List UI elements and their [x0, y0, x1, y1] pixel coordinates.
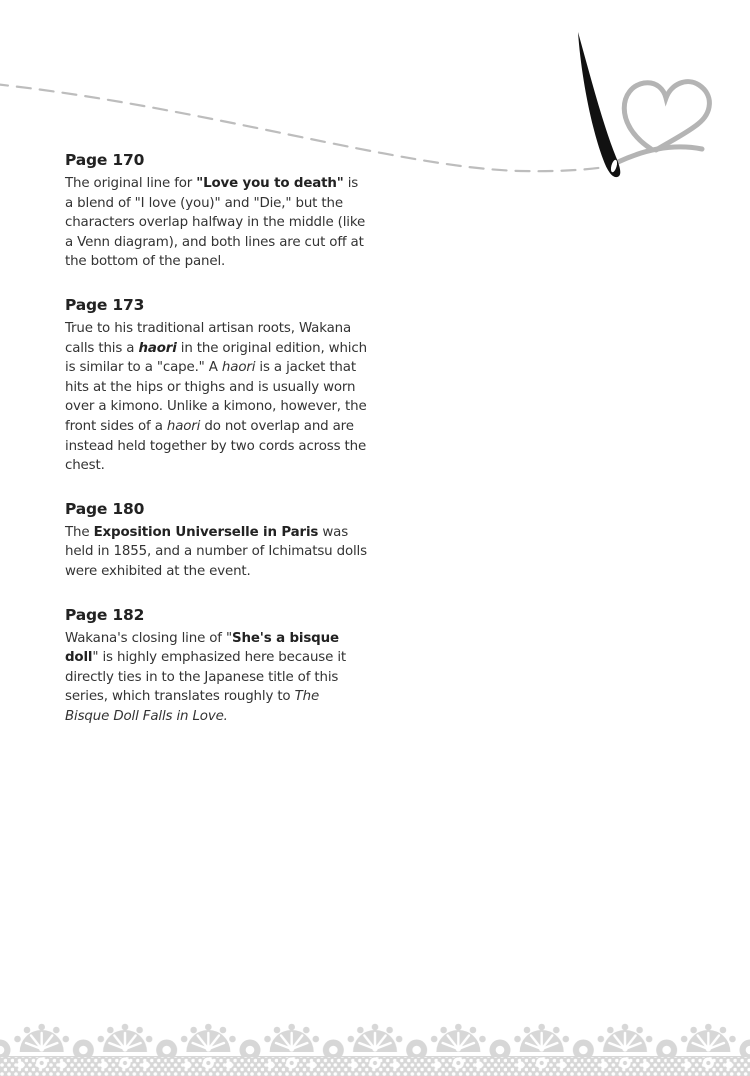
text-run: The Bisque Doll Falls in Love.: [65, 689, 320, 724]
text-run: "Love you to death": [196, 176, 344, 191]
text-run: True to his traditional artisan roots, Wakana calls this a: [65, 320, 352, 356]
text-run: haori: [138, 340, 177, 356]
lace-pattern: [0, 1018, 750, 1076]
text-run: in the original edition, which is similar to a "cape." A: [65, 340, 367, 376]
note-heading: Page 182: [65, 605, 145, 624]
text-run: is a jacket that hits at the hips or thighs and is usually worn over a kimono. Unlike a kimono, however, the front sides of a: [65, 360, 367, 434]
note-body: [65, 629, 367, 727]
text-run: The: [65, 524, 94, 540]
note-block: [65, 605, 367, 727]
text-run: The original line for: [65, 176, 197, 191]
heart-thread-icon: [624, 82, 709, 150]
text-run: She's a bisque doll: [65, 630, 339, 666]
text-run: haori: [166, 418, 201, 434]
note-heading: Page 170: [65, 151, 145, 169]
note-block: [65, 295, 367, 476]
text-run: haori: [221, 360, 256, 376]
text-run: Exposition Universelle in Paris: [93, 524, 319, 540]
lace-border: [0, 1018, 750, 1076]
text-run: Wakana's closing line of ": [65, 630, 232, 646]
notes-column: [65, 150, 367, 749]
note-body: [65, 523, 367, 582]
note-body: [65, 319, 367, 476]
note-block: [65, 499, 367, 582]
text-run: " is highly emphasized here because it directly ties in to the Japanese title of this series, which translates roughly to: [65, 650, 347, 705]
note-heading: Page 180: [65, 499, 145, 518]
text-run: was held in 1855, and a number of Ichimatsu dolls were exhibited at the event.: [65, 524, 367, 579]
text-run: is a blend of "I love (you)" and "Die," but the characters overlap halfway in the middle (like a Venn diagram), and both lines are cut off at the bottom of the panel.: [65, 176, 366, 270]
note-body: [65, 174, 367, 272]
note-block: [65, 150, 367, 272]
note-heading: Page 173: [65, 295, 145, 314]
text-run: do not overlap and are instead held together by two cords across the chest.: [65, 418, 367, 474]
needle-icon: [578, 32, 620, 177]
